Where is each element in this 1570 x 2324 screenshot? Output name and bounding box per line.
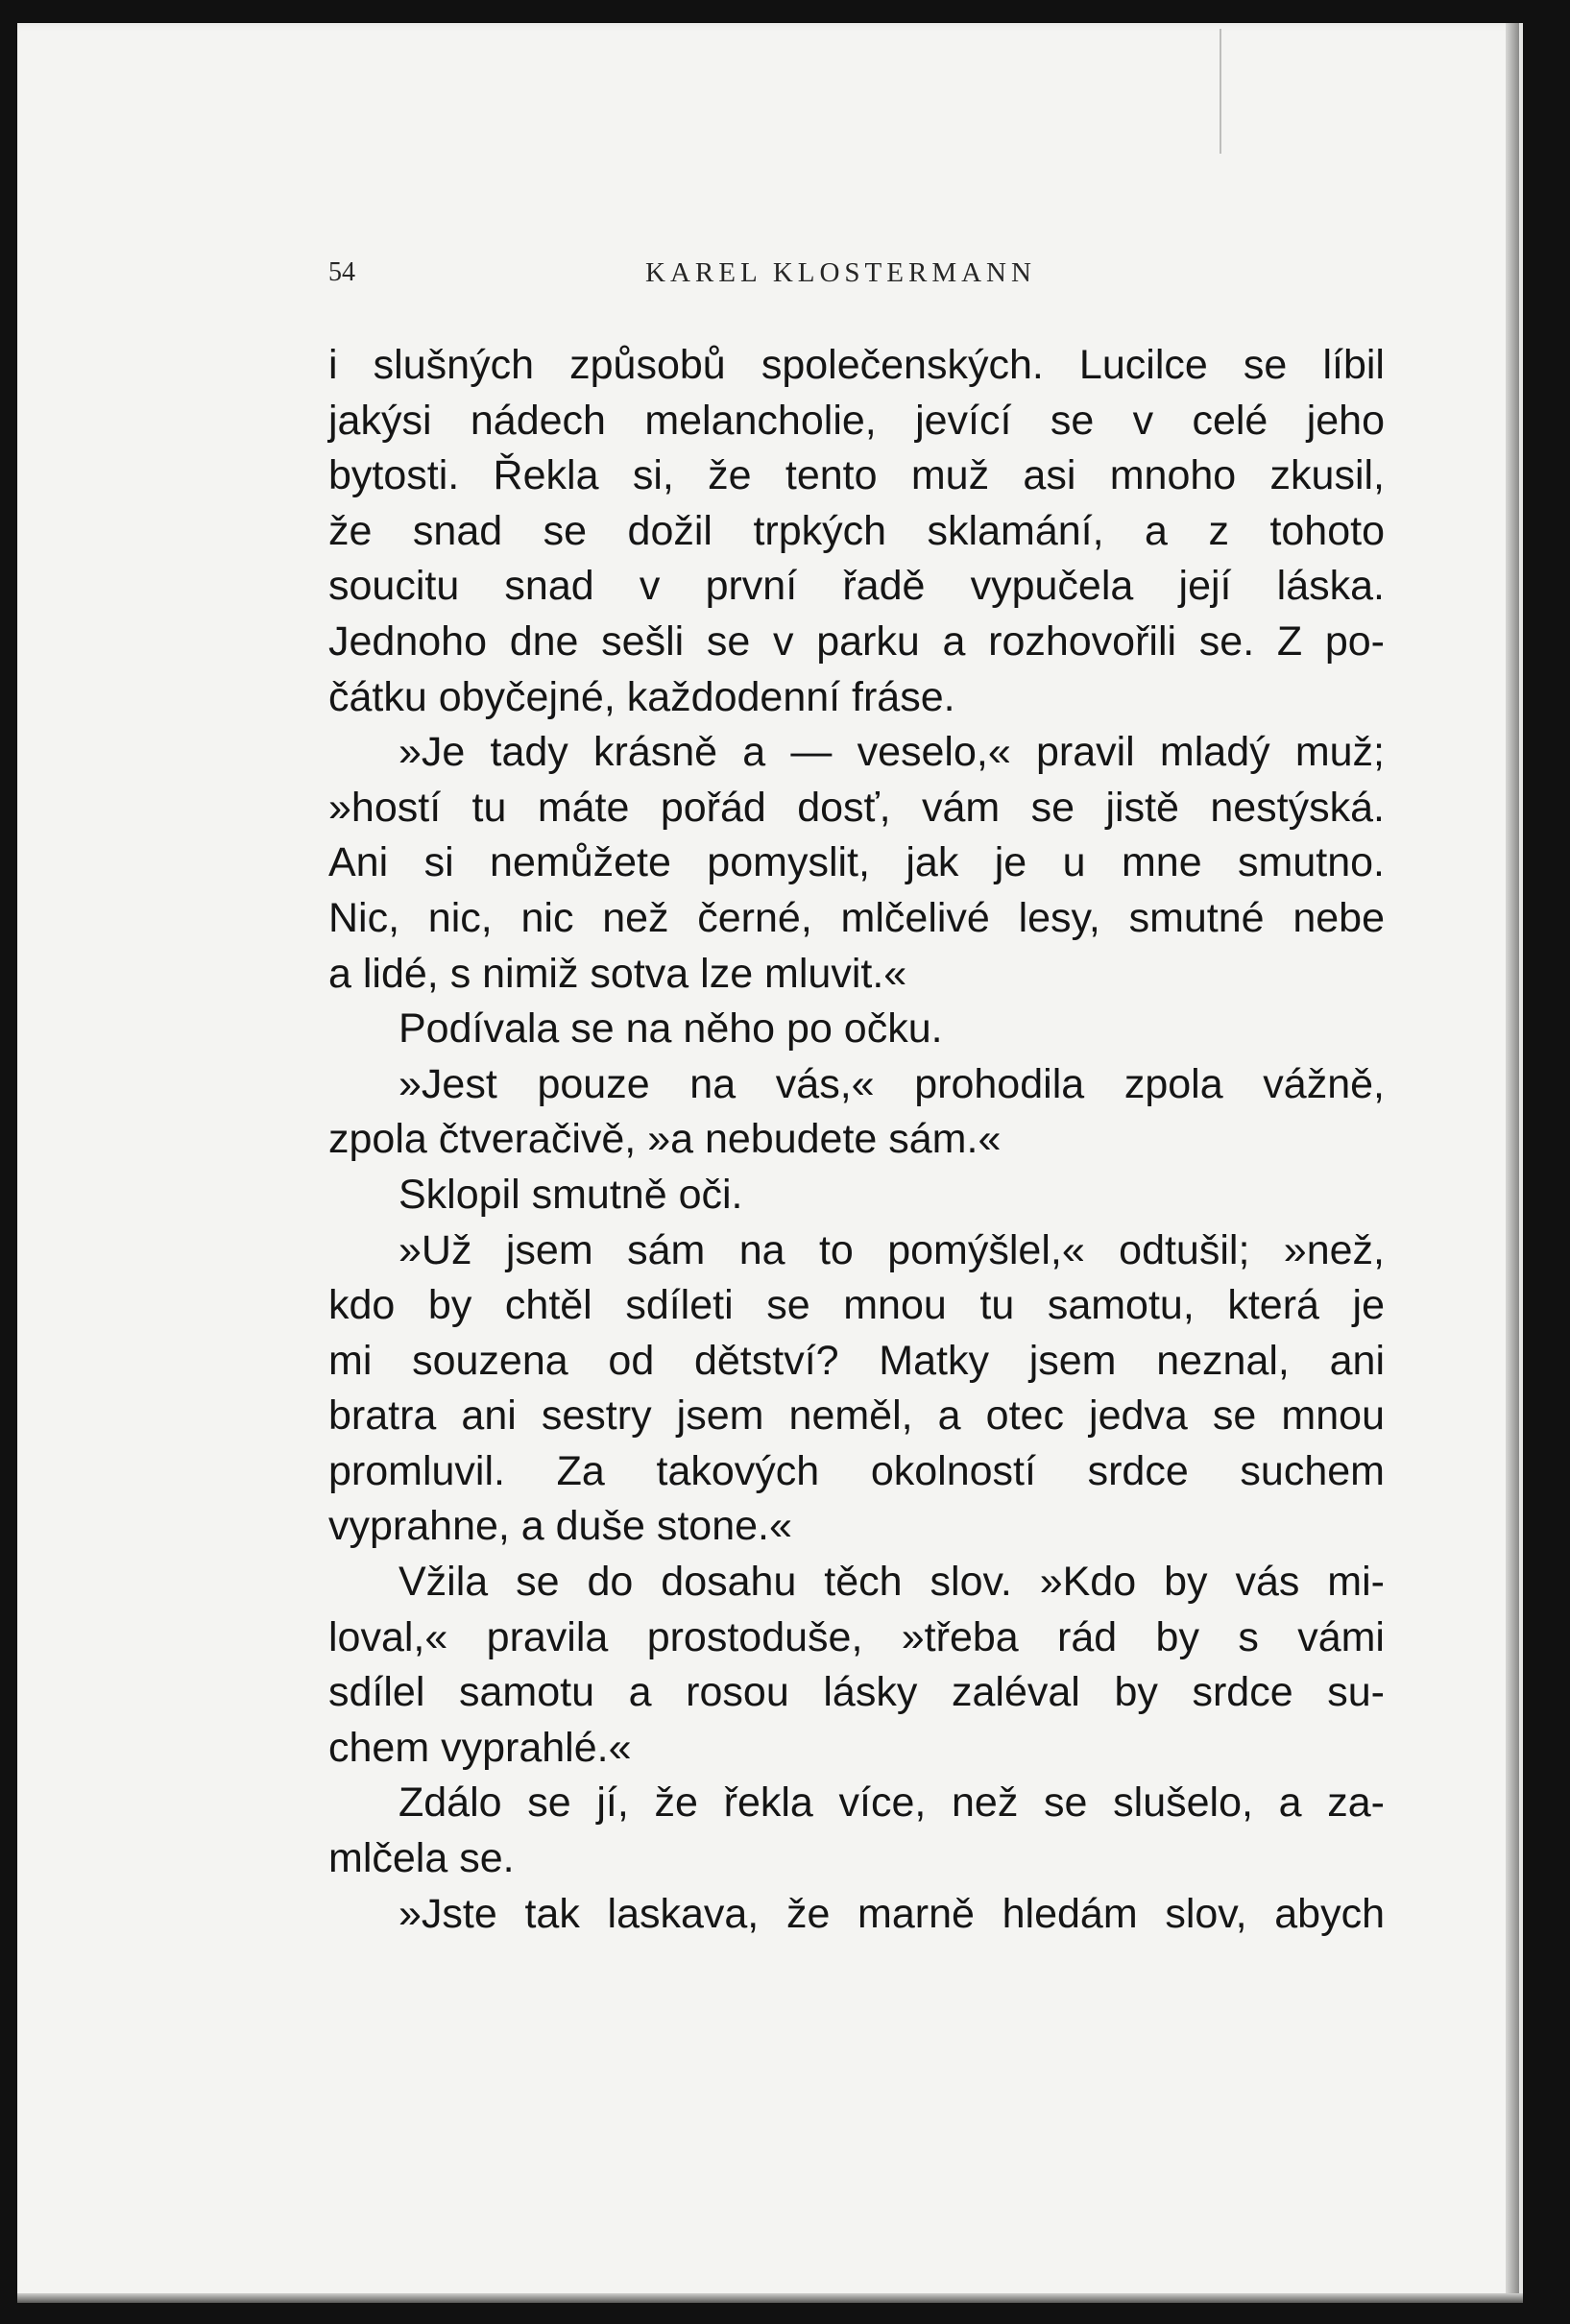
text-line: bytosti. Řekla si, že tento muž asi mnoho zkusil, — [328, 452, 1385, 499]
running-head: KAREL KLOSTERMANN — [645, 257, 1036, 288]
page-number: 54 — [328, 257, 355, 287]
text-line: »Jste tak laskava, že marně hledám slov, abych — [399, 1890, 1385, 1937]
text-line: mi souzena od dětství? Matky jsem neznal, ani — [328, 1337, 1385, 1384]
text-line: bratra ani sestry jsem neměl, a otec jedva se mnou — [328, 1392, 1385, 1440]
text-line: Zdálo se jí, že řekla více, než se slušelo, a za- — [399, 1779, 1385, 1827]
text-line: zpola čtveračivě, »a nebudete sám.« — [328, 1116, 1002, 1163]
text-line: i slušných způsobů společenských. Lucilce se líbil — [328, 342, 1385, 388]
text-line: loval,« pravila prostoduše, »třeba rád by s vámi — [328, 1613, 1385, 1660]
text-line: mlčela se. — [328, 1835, 515, 1882]
text-line: »Jest pouze na vás,« prohodila zpola vážně, — [399, 1060, 1385, 1107]
text-line: soucitu snad v první řadě vypučela její láska. — [328, 563, 1385, 610]
text-line: Jednoho dne sešli se v parku a rozhovořili se. Z po- — [328, 617, 1385, 665]
text-line: promluvil. Za takových okolností srdce suchem — [328, 1447, 1385, 1494]
page-edge-shadow — [1506, 23, 1519, 2303]
text-line: a lidé, s nimiž sotva lze mluvit.« — [328, 950, 907, 997]
text-line: Vžila se do dosahu těch slov. »Kdo by vás mi- — [399, 1559, 1385, 1606]
text-line: jakýsi nádech melancholie, jevící se v celé jeho — [328, 397, 1385, 444]
text-line: »hostí tu máte pořád dosť, vám se jistě nestýská. — [328, 784, 1385, 831]
scan-artifact-line — [1220, 29, 1221, 154]
text-line: »Už jsem sám na to pomýšlel,« odtušil; »než, — [399, 1226, 1385, 1273]
text-line: že snad se dožil trpkých sklamání, a z tohoto — [328, 507, 1385, 554]
text-line: Nic, nic, nic než černé, mlčelivé lesy, smutné nebe — [328, 894, 1385, 941]
text-line: Podívala se na něho po očku. — [399, 1005, 943, 1053]
text-line: čátku obyčejné, každodenní fráse. — [328, 673, 955, 720]
text-line: kdo by chtěl sdíleti se mnou tu samotu, která je — [328, 1282, 1385, 1329]
text-line: Ani si nemůžete pomyslit, jak je u mne smutno. — [328, 839, 1385, 886]
page-bottom-edge — [17, 2293, 1523, 2303]
text-line: »Je tady krásně a — veselo,« pravil mladý muž; — [399, 729, 1385, 776]
text-line: sdílel samotu a rosou lásky zaléval by srdce su- — [328, 1669, 1385, 1716]
text-line: chem vyprahlé.« — [328, 1724, 632, 1771]
text-line: Sklopil smutně oči. — [399, 1171, 743, 1218]
body-text — [328, 338, 1385, 1942]
text-line: vyprahne, a duše stone.« — [328, 1503, 792, 1550]
